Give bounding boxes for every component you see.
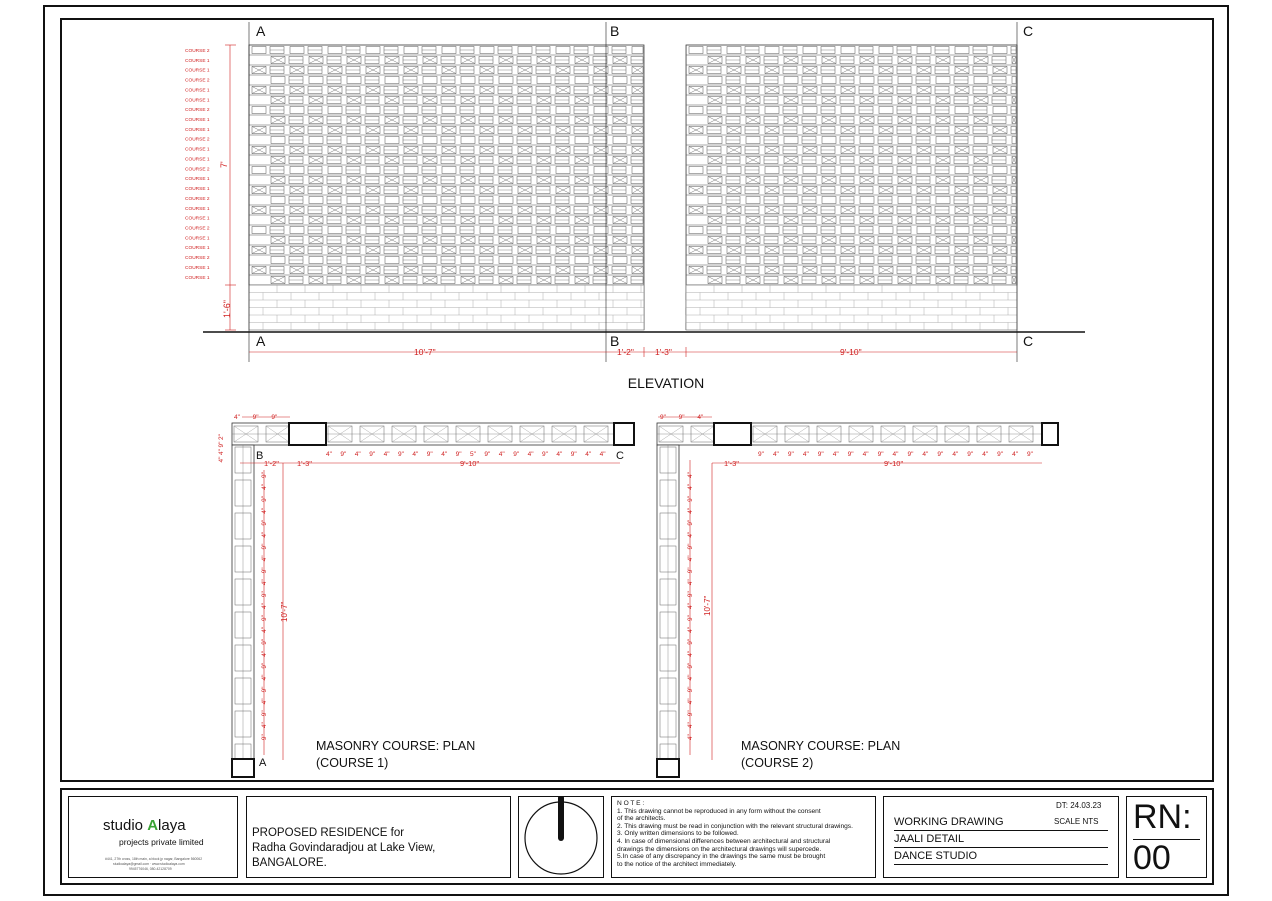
dimension-text: 4" — [687, 507, 694, 514]
dimension-text: 4" — [892, 451, 899, 458]
plan2-vertical-dims — [687, 471, 694, 740]
dimension-text: 9" — [369, 451, 376, 458]
dimension-text: 9" — [787, 451, 794, 458]
dimension-text: 9" — [997, 451, 1004, 458]
plan1-column-a — [232, 759, 254, 777]
course-label: COURSE 1 — [185, 246, 210, 252]
dimension-text: 4" — [687, 674, 694, 681]
firm-name-accent: A — [147, 817, 159, 834]
dimension-text: 4" — [261, 507, 268, 514]
dimension-text: 9" — [687, 710, 694, 717]
dimension-text: 4" — [261, 555, 268, 562]
dimension-text: 4" — [687, 555, 694, 562]
dimension-text: 4" — [687, 472, 694, 478]
dim-a-b: 10'-7" — [414, 347, 436, 357]
dimension-text: 4" — [687, 650, 694, 657]
grid-label-c-bottom: C — [1023, 333, 1034, 349]
grid-label-b-top: B — [610, 23, 620, 39]
plan1-column-c — [614, 423, 634, 445]
dimension-text: 4" — [687, 626, 694, 633]
sheet-detail-row — [894, 832, 1108, 848]
project-line-2: Radha Govindaradjou at Lake View, — [252, 842, 436, 854]
plan2-column-b — [714, 423, 751, 445]
dimension-text: 4" — [772, 451, 779, 458]
dimension-text: 9" — [542, 451, 548, 458]
sheet-area: DANCE STUDIO — [894, 850, 978, 862]
course-labels — [185, 48, 210, 281]
dimension-text: 4" — [922, 451, 929, 458]
elevation-height-dimension — [225, 45, 236, 330]
dimension-text: 4" — [687, 722, 694, 729]
dimension-text: 9" — [261, 472, 268, 478]
dimension-text: 9" — [687, 662, 694, 669]
note-line: 5.In case of any discrepancy in the drawings the same must be brought — [617, 853, 826, 861]
elevation-base-wall — [249, 285, 1017, 330]
dimension-text: 4" — [687, 579, 694, 586]
dimension-text: 9" — [687, 519, 694, 526]
dimension-text: 9" — [937, 451, 944, 458]
plan2-dim-c: 9'-10" — [884, 459, 904, 468]
grid-label-c-top: C — [1023, 23, 1034, 39]
course-label: COURSE 1 — [185, 157, 210, 163]
dimension-text: 9" — [261, 662, 268, 669]
dimension-text: 9" — [687, 615, 694, 621]
course-label: COURSE 2 — [185, 137, 210, 143]
note-line: to the notice of the architect immediately. — [617, 860, 737, 868]
dimension-text: 4" — [687, 698, 694, 705]
dimension-text: 4" — [261, 603, 268, 610]
dimension-text: 9" — [455, 451, 462, 458]
plan2-run-dims — [758, 451, 1034, 458]
dimension-text: 9" — [687, 638, 694, 645]
plan2-column-a — [657, 759, 679, 777]
sheet-type-row — [894, 815, 1108, 831]
dimension-text: 9" — [261, 495, 268, 502]
dimension-text: 4" — [261, 698, 268, 705]
course-label: COURSE 1 — [185, 118, 210, 124]
dimension-text: 4" — [261, 626, 268, 633]
dimension-text: 4" — [383, 451, 390, 458]
sheet-area-row — [894, 849, 1108, 865]
elevation-title: ELEVATION — [627, 375, 705, 391]
sheet-scale: SCALE NTS — [1054, 817, 1099, 826]
course-label: COURSE 1 — [185, 68, 210, 74]
course-label: COURSE 1 — [185, 265, 210, 271]
course-label: COURSE 1 — [185, 88, 210, 94]
dimension-text: 9" — [398, 451, 404, 458]
course-label: COURSE 1 — [185, 177, 210, 183]
plan2-title: MASONRY COURSE: PLAN — [741, 739, 901, 753]
dimension-text: 9" — [687, 567, 694, 574]
course-label: COURSE 2 — [185, 167, 210, 173]
dimension-text: 4" — [832, 451, 839, 458]
plan1-left-dims — [218, 433, 225, 462]
dimension-text: 9" — [758, 451, 764, 458]
dimension-text: 9" — [847, 451, 854, 458]
plan2-top-dims — [660, 414, 704, 421]
firm-cell — [68, 796, 238, 878]
course-label: COURSE 1 — [185, 58, 210, 64]
course-label: COURSE 1 — [185, 275, 210, 281]
dimension-text: 9" — [261, 710, 268, 717]
dimension-text: 4" — [412, 451, 419, 458]
plan1-label-a: A — [259, 757, 267, 769]
note-line: 4. In case of dimensional differences between architectural and structural — [617, 837, 831, 845]
plan1-dim-c: 9'-10" — [460, 459, 480, 468]
dimension-text: 9" — [678, 414, 685, 421]
dimension-text: 4" — [218, 456, 225, 463]
dimension-text: 9" — [261, 543, 268, 550]
dimension-text: 4" — [687, 531, 694, 538]
dim-jaali-height: 7' — [219, 161, 229, 168]
sheet-detail: JAALI DETAIL — [894, 833, 965, 845]
dimension-text: 9" — [261, 615, 268, 621]
plan1-label-b: B — [256, 450, 264, 462]
dimension-text: 4" — [261, 650, 268, 657]
dimension-text: 9" — [340, 451, 347, 458]
dimension-text: 4" — [261, 483, 268, 490]
plan1-dim-lines — [240, 417, 620, 760]
course-label: COURSE 2 — [185, 196, 210, 202]
plan1-label-c: C — [616, 450, 624, 462]
dimension-text: 4" — [687, 483, 694, 490]
course-label: COURSE 2 — [185, 226, 210, 232]
logo-cell — [518, 796, 604, 878]
dimension-text: 9" — [261, 567, 268, 574]
plan2-column-c — [1042, 423, 1058, 445]
course-label: COURSE 2 — [185, 49, 210, 54]
dimension-text: 9" — [484, 451, 491, 458]
dimension-text: 9" — [252, 414, 259, 421]
dimension-text: 9" — [877, 451, 884, 458]
plan1-run-dims — [326, 451, 606, 458]
sheet-type: WORKING DRAWING — [894, 816, 1004, 828]
plan1-vertical-dims — [261, 471, 268, 740]
dimension-text: 4" — [687, 734, 694, 741]
dim-b-gap: 1'-2" — [617, 347, 634, 357]
dimension-text: 4" — [261, 531, 268, 538]
dimension-text: 9" — [570, 451, 577, 458]
dimension-text: 9" — [687, 591, 694, 598]
dimension-text: 4" — [261, 674, 268, 681]
dimension-text: 4" — [218, 449, 225, 455]
note-line: drawings the dimensions on the architectural drawings will supercede. — [617, 845, 822, 853]
dimension-text: 4" — [261, 722, 268, 729]
notes-cell — [611, 796, 876, 878]
course-label: COURSE 2 — [185, 78, 210, 84]
plan1-subtitle: (COURSE 1) — [316, 756, 389, 770]
dimension-text: 4" — [599, 451, 606, 458]
dimension-text: 9" — [907, 451, 914, 458]
circle-logo-icon — [519, 797, 603, 877]
dimension-text: 9" — [513, 451, 520, 458]
plan2-dim-b: 1'-3" — [724, 459, 739, 468]
dimension-text: 4" — [498, 451, 505, 458]
grid-label-a-top: A — [256, 23, 266, 39]
plan2-vertical-wall — [657, 445, 679, 759]
dimension-text: 4" — [527, 451, 534, 458]
dimension-text: 4" — [697, 414, 704, 421]
dimension-text: 9" — [660, 414, 666, 421]
grid-label-a-bottom: A — [256, 333, 266, 349]
dim-right-panel: 9'-10" — [840, 347, 862, 357]
dimension-text: 4" — [687, 603, 694, 610]
firm-name: studio Alaya — [103, 817, 186, 834]
revision-cell — [1126, 796, 1207, 878]
dimension-text: 4" — [982, 451, 989, 458]
dim-opening: 1'-3" — [655, 347, 672, 357]
dimension-text: 9" — [687, 543, 694, 550]
dimension-text: 2" — [218, 434, 225, 440]
dim-base-height: 1'-6" — [222, 300, 232, 318]
plan1-vertical-wall — [232, 445, 254, 759]
course-label: COURSE 1 — [185, 216, 210, 222]
dimension-text: 4" — [1012, 451, 1019, 458]
dimension-text: 4" — [441, 451, 448, 458]
dimension-text: 9" — [218, 441, 225, 448]
plan2-dim-lines — [658, 417, 1042, 760]
dimension-text: 9" — [687, 686, 694, 693]
dimension-text: 9" — [271, 414, 278, 421]
firm-phone: 9945776046, 080-42128709 — [129, 867, 172, 871]
sheet-info-cell — [883, 796, 1119, 878]
dimension-text: 4" — [326, 451, 332, 458]
sheet-date: DT: 24.03.23 — [1056, 801, 1102, 810]
course-label: COURSE 2 — [185, 256, 210, 262]
dimension-text: 9" — [261, 591, 268, 598]
dimension-text: 9" — [261, 686, 268, 693]
dimension-text: 9" — [1027, 451, 1033, 458]
course-label: COURSE 1 — [185, 98, 210, 104]
plan1-top-dims — [234, 414, 278, 421]
plan2-vertical-total: 10'-7" — [703, 595, 712, 616]
dimension-text: 4" — [556, 451, 563, 458]
course-label: COURSE 1 — [185, 206, 210, 212]
dimension-text: 4" — [952, 451, 959, 458]
dimension-text: 4" — [585, 451, 592, 458]
course-label: COURSE 1 — [185, 187, 210, 193]
plan2-subtitle: (COURSE 2) — [741, 756, 814, 770]
dimension-text: 4" — [862, 451, 869, 458]
course-label: COURSE 1 — [185, 236, 210, 242]
dimension-text: 9" — [426, 451, 433, 458]
project-cell — [246, 796, 511, 878]
dimension-text: 9" — [261, 519, 268, 526]
plan1-dim-a: 1'-2" — [264, 459, 279, 468]
firm-contact: studioalaya@gmail.com · www.studioalaya.com — [113, 862, 185, 866]
plan1-vertical-total: 10'-7" — [280, 601, 289, 622]
plan1-title: MASONRY COURSE: PLAN — [316, 739, 476, 753]
dimension-text: 9" — [967, 451, 974, 458]
course-label: COURSE 1 — [185, 127, 210, 133]
dimension-text: 4" — [802, 451, 809, 458]
project-line-3: BANGALORE. — [252, 857, 327, 869]
notes-title: N O T E : — [617, 800, 645, 807]
note-line: of the architects. — [617, 815, 666, 823]
course-label: COURSE 2 — [185, 108, 210, 114]
note-line: 3. Only written dimensions to be followed. — [617, 830, 739, 838]
dimension-text: 5" — [470, 451, 476, 458]
dimension-text: 4" — [234, 414, 240, 421]
project-line-1: PROPOSED RESIDENCE for — [252, 827, 405, 839]
grid-label-b-bottom: B — [610, 333, 620, 349]
dimension-text: 9" — [261, 734, 268, 741]
dimension-text: 9" — [261, 638, 268, 645]
firm-sub: projects private limited — [119, 837, 204, 847]
firm-address: #441, 27th cross, 18th main, a block jp nagar, Bangalore 560062 — [105, 857, 203, 861]
plan1-column-b — [289, 423, 326, 445]
dimension-text: 9" — [817, 451, 824, 458]
course-label: COURSE 1 — [185, 147, 210, 153]
revision-number: 00 — [1133, 839, 1171, 877]
dimension-text: 4" — [261, 579, 268, 586]
dimension-text: 4" — [354, 451, 361, 458]
note-line: 2. This drawing must be read in conjunction with the relevant structural drawings. — [617, 822, 853, 830]
dimension-text: 9" — [687, 495, 694, 502]
plan1-dim-b: 1'-3" — [297, 459, 312, 468]
note-line: 1. This drawing cannot be reproduced in any form without the consent — [617, 807, 821, 815]
revision-label: RN: — [1133, 798, 1192, 836]
